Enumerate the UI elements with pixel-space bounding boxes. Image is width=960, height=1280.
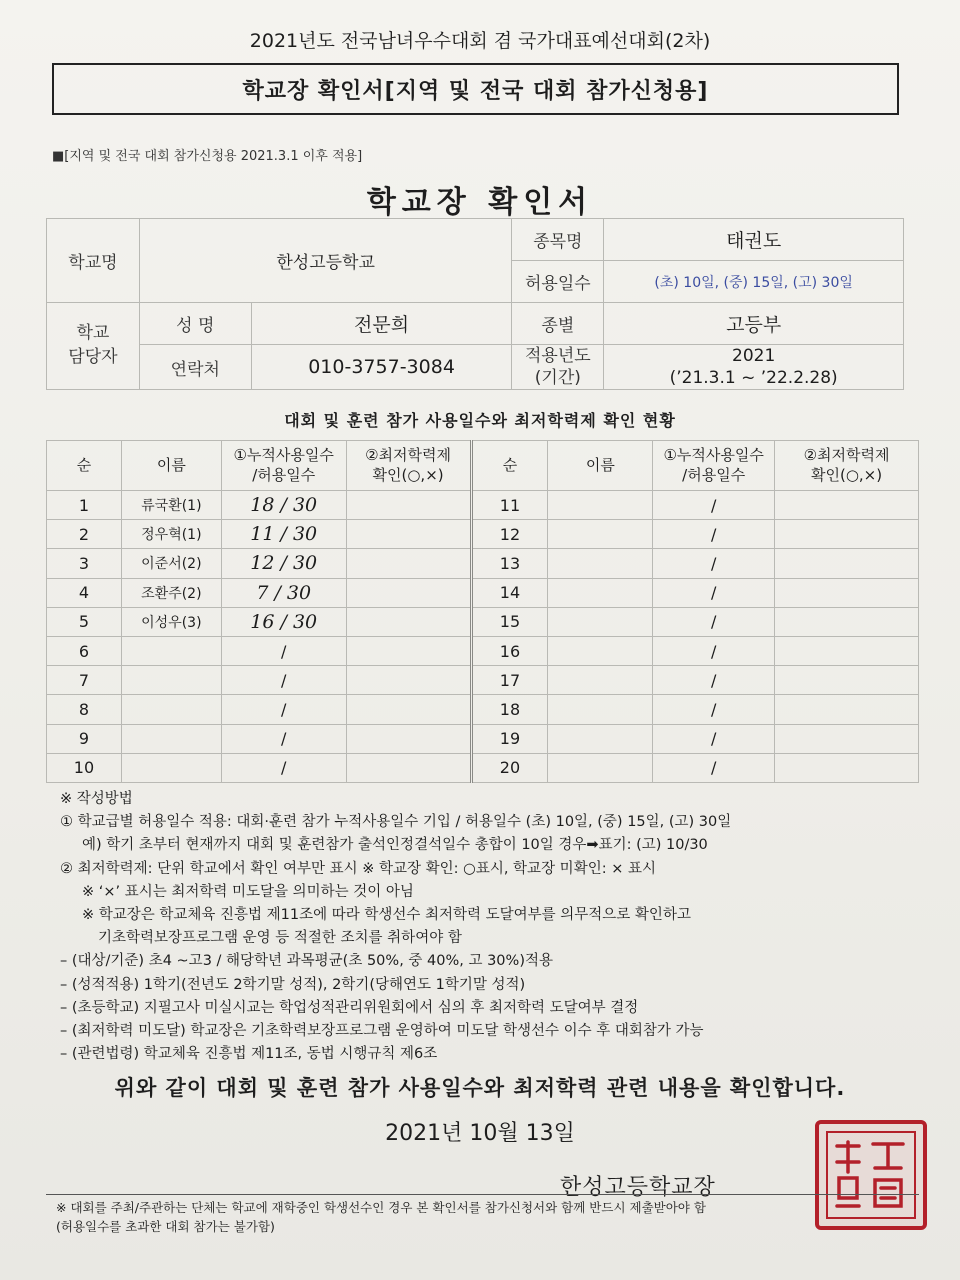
table-row	[47, 520, 919, 549]
used-days: /	[653, 549, 775, 578]
min-academic-check	[775, 753, 919, 782]
row-number: 18	[471, 695, 548, 724]
min-academic-check	[346, 666, 471, 695]
row-number: 12	[471, 520, 548, 549]
athlete-name: 류국환(1)	[121, 491, 221, 520]
min-academic-check	[346, 549, 471, 578]
name-label: 성 명	[139, 303, 251, 345]
row-number: 17	[471, 666, 548, 695]
athlete-name	[548, 666, 653, 695]
division-label: 종별	[512, 303, 604, 345]
used-days: /	[653, 724, 775, 753]
used-days: /	[653, 666, 775, 695]
year-label	[512, 345, 604, 390]
event-label: 종목명	[512, 219, 604, 261]
athlete-name	[548, 636, 653, 665]
method-line: – (대상/기준) 초4 ~고3 / 해당학년 과목평균(초 50%, 중 40%, 고 30%)적용	[60, 953, 553, 970]
min-academic-check	[346, 607, 471, 636]
min-academic-check	[346, 491, 471, 520]
athlete-name	[548, 695, 653, 724]
athlete-name	[548, 578, 653, 607]
year-label-line1: 적용년도	[525, 346, 591, 366]
year-value	[604, 345, 904, 390]
applicability-note: ■[지역 및 전국 대회 참가신청용 2021.3.1 이후 적용]	[52, 149, 363, 164]
row-number: 10	[47, 753, 122, 782]
used-days: 12 / 30	[221, 549, 346, 578]
used-days: /	[653, 578, 775, 607]
athlete-table	[46, 440, 919, 783]
method-line: ② 최저학력제: 단위 학교에서 확인 여부만 표시 ※ 학교장 확인: ○표시, 학교장 미확인: × 표시	[60, 860, 656, 877]
athlete-name	[548, 724, 653, 753]
col-days-left-line2: /허용일수	[252, 465, 316, 484]
school-name: 한성고등학교	[139, 219, 512, 303]
used-days: /	[221, 724, 346, 753]
row-number: 5	[47, 607, 122, 636]
col-days-right-line1: ①누적사용일수	[663, 446, 764, 464]
manager-label-line2: 담당자	[68, 347, 118, 368]
info-table	[46, 218, 904, 390]
header-box-text: 학교장 확인서[지역 및 전국 대회 참가신청용]	[242, 78, 709, 104]
used-days: 18 / 30	[221, 491, 346, 520]
col-name-left: 이름	[121, 441, 221, 491]
used-days: /	[221, 695, 346, 724]
row-number: 9	[47, 724, 122, 753]
athlete-name	[121, 636, 221, 665]
used-days: /	[221, 753, 346, 782]
method-line: ① 학교급별 허용일수 적용: 대회·훈련 참가 누적사용일수 기입 / 허용일수 (초) 10일, (중) 15일, (고) 30일	[60, 814, 732, 831]
table-row	[47, 753, 919, 782]
athlete-name	[548, 607, 653, 636]
year-label-line2: (기간)	[534, 368, 581, 389]
header-box	[52, 63, 899, 115]
min-academic-check	[346, 695, 471, 724]
confirmation-statement: 위와 같이 대회 및 훈련 참가 사용일수와 최저학력 관련 내용을 확인합니다.	[114, 1076, 846, 1100]
principal-signature: 한성고등학교장	[560, 1175, 716, 1200]
min-academic-check	[775, 636, 919, 665]
used-days: /	[653, 695, 775, 724]
min-academic-check	[346, 636, 471, 665]
min-academic-check	[775, 724, 919, 753]
row-number: 20	[471, 753, 548, 782]
min-academic-check	[775, 578, 919, 607]
col-days-left-line1: ①누적사용일수	[233, 446, 334, 464]
used-days: /	[221, 636, 346, 665]
footnote-divider	[46, 1194, 919, 1195]
used-days: 7 / 30	[221, 578, 346, 607]
row-number: 8	[47, 695, 122, 724]
athlete-name	[121, 753, 221, 782]
status-title: 대회 및 훈련 참가 사용일수와 최저학력제 확인 현황	[284, 411, 676, 430]
min-academic-check	[775, 666, 919, 695]
row-number: 2	[47, 520, 122, 549]
athlete-name	[548, 520, 653, 549]
used-days: 11 / 30	[221, 520, 346, 549]
table-row	[47, 578, 919, 607]
table-row	[47, 695, 919, 724]
athlete-name: 정우혁(1)	[121, 520, 221, 549]
row-number: 7	[47, 666, 122, 695]
athlete-name: 이성우(3)	[121, 607, 221, 636]
method-line: 예) 학기 초부터 현재까지 대회 및 훈련참가 출석인정결석일수 총합이 10일 경우➡표기: (고) 10/30	[82, 837, 708, 854]
min-academic-check	[775, 520, 919, 549]
allowed-days-value: (초) 10일, (중) 15일, (고) 30일	[604, 261, 904, 303]
col-check-right	[775, 441, 919, 491]
athlete-name: 이준서(2)	[121, 549, 221, 578]
row-number: 19	[471, 724, 548, 753]
col-name-right: 이름	[548, 441, 653, 491]
table-row	[47, 724, 919, 753]
athlete-name	[548, 491, 653, 520]
table-row	[47, 549, 919, 578]
col-days-left	[221, 441, 346, 491]
athlete-name	[548, 549, 653, 578]
athlete-name: 조환주(2)	[121, 578, 221, 607]
min-academic-check	[775, 549, 919, 578]
table-row	[47, 491, 919, 520]
min-academic-check	[775, 491, 919, 520]
row-number: 16	[471, 636, 548, 665]
footnote-line2: (허용일수를 초과한 대회 참가는 불가함)	[56, 1218, 275, 1234]
min-academic-check	[775, 695, 919, 724]
row-number: 1	[47, 491, 122, 520]
document-title: 학교장 확인서	[366, 185, 594, 220]
method-line: – (관련법령) 학교체육 진흥법 제11조, 동법 시행규칙 제6조	[60, 1046, 438, 1063]
writing-method	[60, 788, 930, 1066]
used-days: /	[653, 607, 775, 636]
row-number: 4	[47, 578, 122, 607]
event-value: 태권도	[604, 219, 904, 261]
school-label: 학교명	[47, 219, 140, 303]
used-days: /	[653, 520, 775, 549]
min-academic-check	[346, 520, 471, 549]
row-number: 3	[47, 549, 122, 578]
col-check-left-line2: 확인(○,×)	[372, 465, 444, 484]
event-title: 2021년도 전국남녀우수대회 겸 국가대표예선대회(2차)	[249, 30, 711, 52]
manager-label-line1: 학교	[76, 323, 110, 344]
used-days: /	[653, 491, 775, 520]
method-line: 기초학력보장프로그램 운영 등 적절한 조치를 취하여야 함	[98, 930, 462, 947]
used-days: /	[653, 753, 775, 782]
contact-label: 연락처	[139, 345, 251, 390]
min-academic-check	[346, 578, 471, 607]
row-number: 13	[471, 549, 548, 578]
manager-label	[47, 303, 140, 390]
col-no-right: 순	[471, 441, 548, 491]
row-number: 6	[47, 636, 122, 665]
method-line: – (성적적용) 1학기(전년도 2학기말 성적), 2학기(당해연도 1학기말 성적)	[60, 976, 526, 993]
col-no-left: 순	[47, 441, 122, 491]
division-value: 고등부	[604, 303, 904, 345]
contact-value: 010-3757-3084	[251, 345, 512, 390]
col-check-left	[346, 441, 471, 491]
table-row	[47, 607, 919, 636]
footnote	[56, 1199, 926, 1237]
method-line: – (초등학교) 지필고사 미실시교는 학업성적관리위원회에서 심의 후 최저학력 도달여부 결정	[60, 999, 639, 1016]
name-value: 전문희	[251, 303, 512, 345]
athlete-name	[121, 666, 221, 695]
method-line: – (최저학력 미도달) 학교장은 기초학력보장프로그램 운영하여 미도달 학생선수 이수 후 대회참가 가능	[60, 1022, 704, 1039]
method-line: ※ 학교장은 학교체육 진흥법 제11조에 따라 학생선수 최저학력 도달여부를 의무적으로 확인하고	[82, 906, 691, 923]
year-value-line2: (’21.3.1 ~ ’22.2.28)	[669, 368, 838, 389]
col-check-left-line1: ②최저학력제	[365, 446, 452, 464]
row-number: 15	[471, 607, 548, 636]
min-academic-check	[346, 724, 471, 753]
col-check-right-line2: 확인(○,×)	[810, 465, 883, 484]
table-row	[47, 636, 919, 665]
year-value-line1: 2021	[732, 346, 776, 366]
used-days: 16 / 30	[221, 607, 346, 636]
row-number: 11	[471, 491, 548, 520]
row-number: 14	[471, 578, 548, 607]
issue-date: 2021년 10월 13일	[385, 1121, 575, 1146]
method-line: ※ ‘×’ 표시는 최저학력 미도달을 의미하는 것이 아님	[82, 883, 414, 900]
table-row	[47, 666, 919, 695]
col-check-right-line1: ②최저학력제	[803, 446, 890, 464]
col-days-right-line2: /허용일수	[682, 465, 746, 484]
min-academic-check	[346, 753, 471, 782]
used-days: /	[221, 666, 346, 695]
used-days: /	[653, 636, 775, 665]
footnote-line1: ※ 대회를 주최/주관하는 단체는 학교에 재학중인 학생선수인 경우 본 확인서를 참가신청서와 함께 반드시 제출받아야 함	[56, 1200, 706, 1215]
min-academic-check	[775, 607, 919, 636]
athlete-name	[121, 695, 221, 724]
col-days-right	[653, 441, 775, 491]
allowed-days-label: 허용일수	[512, 261, 604, 303]
athlete-name	[548, 753, 653, 782]
method-title: ※ 작성방법	[60, 791, 133, 807]
athlete-name	[121, 724, 221, 753]
